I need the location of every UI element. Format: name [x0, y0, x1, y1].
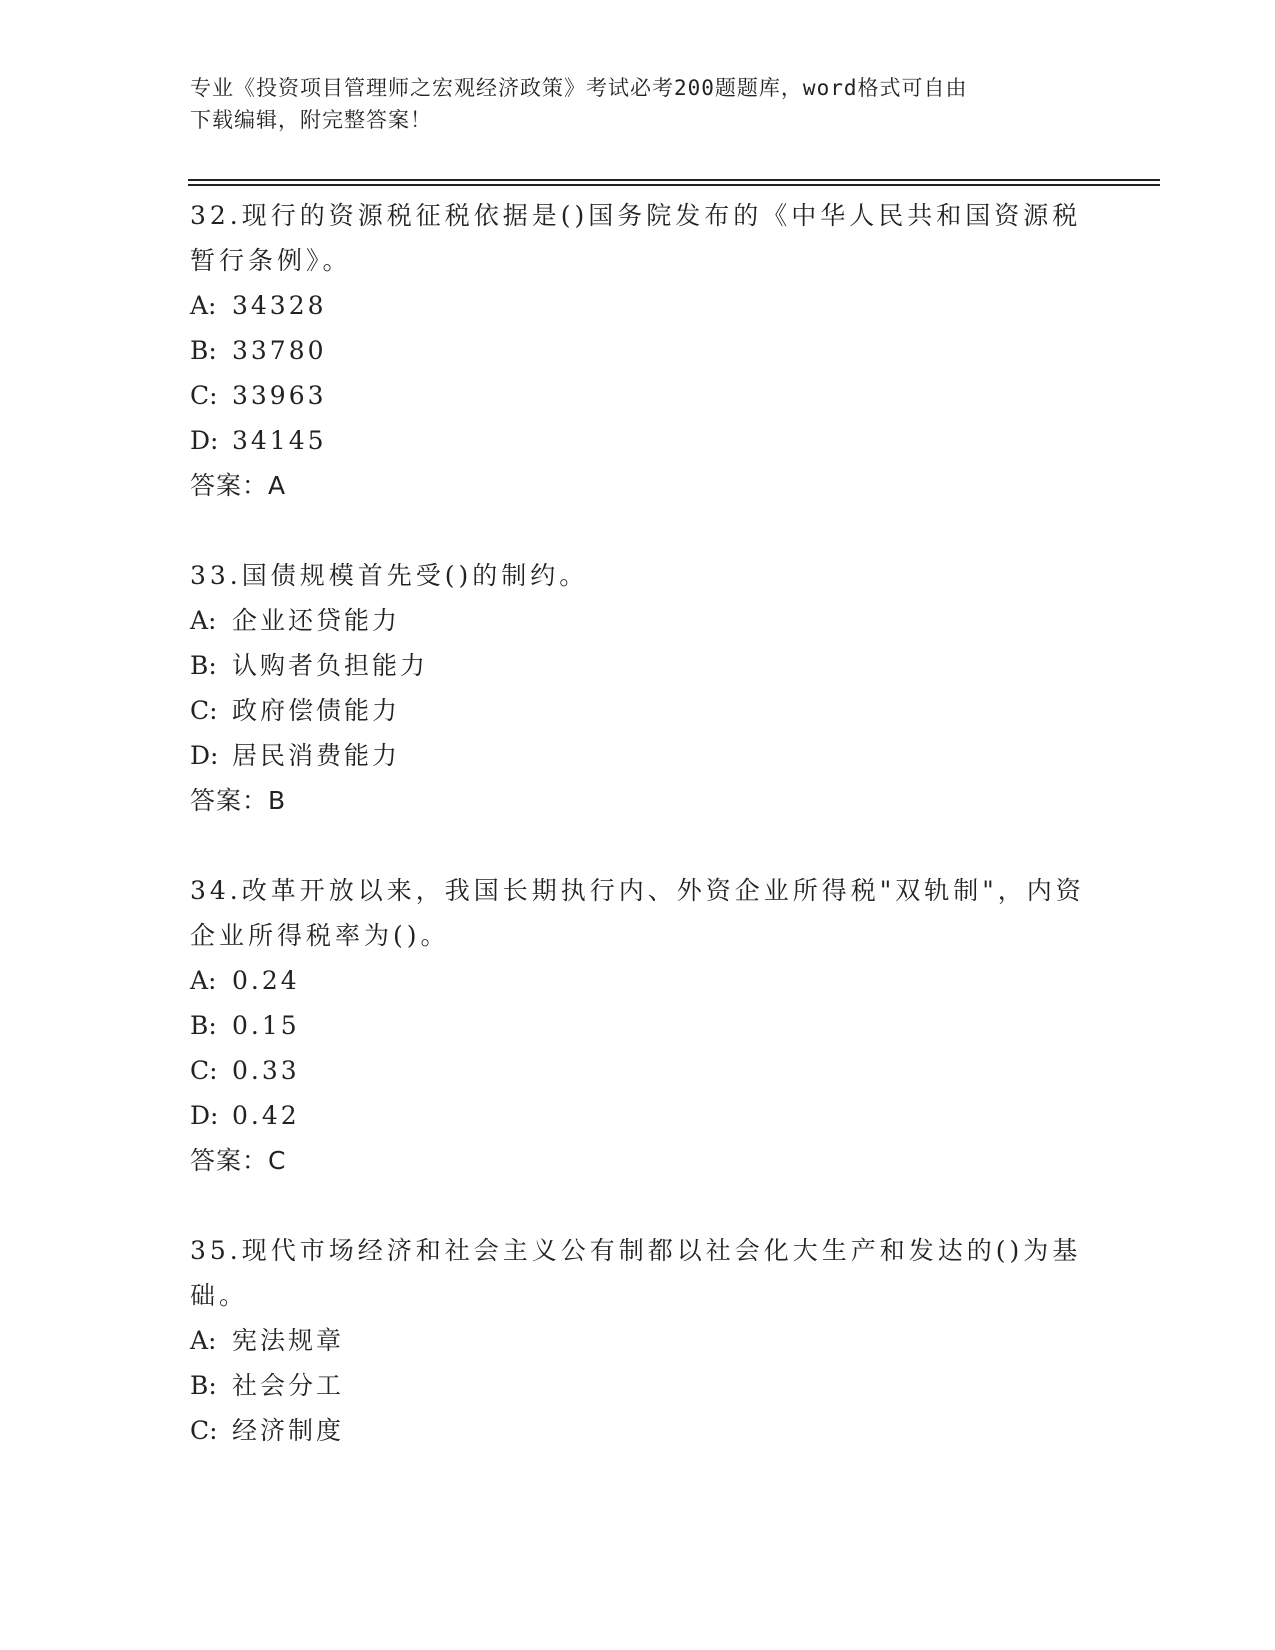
- option-text: 34328: [232, 291, 327, 320]
- question-stem: [190, 193, 1090, 283]
- question-stem: [190, 553, 1090, 598]
- option-letter: A:: [190, 606, 217, 635]
- option-c: [190, 688, 1090, 733]
- option-text: 社会分工: [232, 1371, 345, 1400]
- question-32: [190, 193, 1090, 508]
- option-text: 33780: [232, 336, 327, 365]
- option-letter: D:: [190, 1101, 219, 1130]
- option-text: 宪法规章: [232, 1326, 345, 1355]
- option-letter: D:: [190, 741, 219, 770]
- question-stem-line-1: 33.国债规模首先受()的制约。: [190, 561, 589, 590]
- option-c: [190, 1408, 1090, 1453]
- question-stem-line-1: 32.现行的资源税征税依据是()国务院发布的《中华人民共和国资源税: [190, 201, 1082, 230]
- option-a: [190, 598, 1090, 643]
- question-stem-line-1: 35.现代市场经济和社会主义公有制都以社会化大生产和发达的()为基: [190, 1236, 1082, 1265]
- option-text: 0.15: [232, 1011, 300, 1040]
- header-divider-bottom: [188, 184, 1160, 186]
- answer-line: 答案：A: [190, 471, 287, 500]
- option-letter: A:: [190, 1326, 217, 1355]
- option-d: [190, 733, 1090, 778]
- option-text: 0.42: [232, 1101, 300, 1130]
- answer-line: 答案：C: [190, 1146, 287, 1175]
- question-34: [190, 868, 1090, 1183]
- option-letter: B:: [190, 651, 217, 680]
- option-text: 政府偿债能力: [232, 696, 401, 725]
- question-stem-line-1: 34.改革开放以来，我国长期执行内、外资企业所得税"双轨制"，内资: [190, 876, 1085, 905]
- option-a: [190, 958, 1090, 1003]
- option-letter: B:: [190, 1371, 217, 1400]
- option-letter: A:: [190, 291, 217, 320]
- option-text: 34145: [232, 426, 327, 455]
- option-text: 企业还贷能力: [232, 606, 401, 635]
- option-letter: C:: [190, 1056, 218, 1085]
- option-c: [190, 1048, 1090, 1093]
- option-b: [190, 328, 1090, 373]
- option-b: [190, 643, 1090, 688]
- option-b: [190, 1363, 1090, 1408]
- option-text: 0.24: [232, 966, 300, 995]
- option-letter: D:: [190, 426, 219, 455]
- option-text: 认购者负担能力: [232, 651, 429, 680]
- option-d: [190, 418, 1090, 463]
- option-letter: B:: [190, 1011, 217, 1040]
- option-text: 33963: [232, 381, 327, 410]
- option-text: 0.33: [232, 1056, 300, 1085]
- option-letter: B:: [190, 336, 217, 365]
- question-stem: [190, 1228, 1090, 1318]
- header-line-2: 下载编辑，附完整答案！: [190, 108, 432, 132]
- question-list: [190, 193, 1090, 1453]
- option-a: [190, 283, 1090, 328]
- question-stem-line-2: 础。: [190, 1281, 249, 1310]
- answer-line: 答案：B: [190, 786, 287, 815]
- option-d: [190, 1093, 1090, 1138]
- question-33: [190, 553, 1090, 823]
- option-letter: C:: [190, 696, 218, 725]
- option-text: 居民消费能力: [232, 741, 401, 770]
- question-35: [190, 1228, 1090, 1453]
- option-c: [190, 373, 1090, 418]
- option-letter: C:: [190, 381, 218, 410]
- document-header: [190, 72, 1080, 136]
- question-stem: [190, 868, 1090, 958]
- question-stem-line-2: 企业所得税率为()。: [190, 921, 450, 950]
- option-text: 经济制度: [232, 1416, 345, 1445]
- question-stem-line-2: 暂行条例》。: [190, 246, 352, 275]
- header-line-1: 专业《投资项目管理师之宏观经济政策》考试必考200题题库，word格式可自由: [190, 76, 968, 100]
- option-b: [190, 1003, 1090, 1048]
- option-letter: A:: [190, 966, 217, 995]
- option-letter: C:: [190, 1416, 218, 1445]
- header-divider-top: [188, 179, 1160, 181]
- option-a: [190, 1318, 1090, 1363]
